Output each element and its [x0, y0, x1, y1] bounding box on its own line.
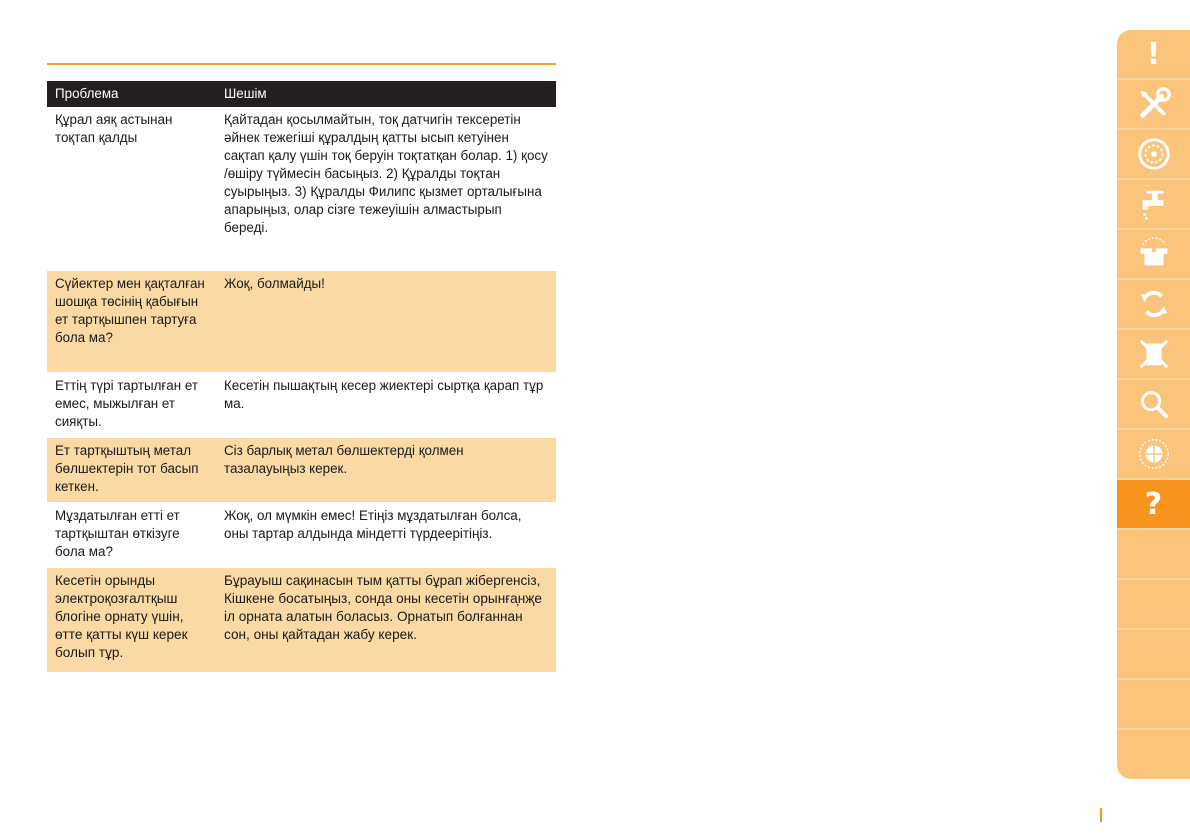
tab-empty-1	[1117, 530, 1190, 580]
question-icon: ?	[1144, 486, 1163, 522]
tab-cleaning[interactable]	[1117, 180, 1190, 230]
table-row	[47, 107, 556, 270]
solution-cell: Кесетін пышақтың кесер жиектері сыртқа қарап тұр ма.	[216, 372, 556, 437]
troubleshooting-table	[47, 81, 556, 673]
header-problem: Проблема	[47, 81, 216, 107]
problem-cell: Құрал аяқ астынан тоқтап қалды	[47, 107, 216, 270]
crossed-bin-icon	[1135, 335, 1173, 373]
top-rule	[47, 63, 556, 65]
table-row	[47, 270, 556, 372]
tab-warnings[interactable]	[1117, 30, 1190, 80]
table-row	[47, 437, 556, 502]
tab-empty-3	[1117, 630, 1190, 680]
tools-icon	[1135, 85, 1173, 123]
tab-troubleshooting-search[interactable]	[1117, 380, 1190, 430]
section-tab-sidebar	[1117, 30, 1190, 779]
tab-empty-2	[1117, 580, 1190, 630]
tab-guarantee[interactable]	[1117, 430, 1190, 480]
storage-icon	[1135, 235, 1173, 273]
blade-disc-icon	[1135, 135, 1173, 173]
solution-cell: Қайтадан қосылмайтын, тоқ датчигін тексеретін әйнек тежегіші құралдың қатты ысып кетуінен сақтап қалу үшін тоқ беруін тоқтатқан болар. 1) қосу /өшіру түймесін басыңыз. 2) Құралды тоқтан суырыңыз. 3) Құралды Филипс қызмет орталығына апарыңыз, олар сізге тежеуішін алмастырып береді.	[216, 107, 556, 270]
magnifier-icon	[1135, 385, 1173, 423]
solution-cell: Бұрауыш сақинасын тым қатты бұрап жібергенсіз, Кішкене босатыңыз, сонда оны кесетін орынға̦нҗе іл орната алатын боласыз. Орнатып болғаннан сон, оны қайтадан жабу керек.	[216, 567, 556, 672]
problem-cell: Мұздатылған етті ет тартқыштан өткізуге бола ма?	[47, 502, 216, 567]
tab-blades[interactable]	[1117, 130, 1190, 180]
recycle-arrows-icon	[1135, 285, 1173, 323]
problem-cell: Кесетін орынды электроқозғалтқыш блогіне орнату үшін, өтте қатты күш керек болып тұр.	[47, 567, 216, 672]
table-row	[47, 372, 556, 437]
tab-recycling[interactable]	[1117, 280, 1190, 330]
solution-cell: Жоқ, болмайды!	[216, 270, 556, 372]
exclamation-icon: !	[1146, 36, 1161, 72]
tab-environment[interactable]	[1117, 330, 1190, 380]
header-solution: Шешім	[216, 81, 556, 107]
tap-icon	[1135, 185, 1173, 223]
solution-cell: Жоқ, ол мүмкін емес! Етіңіз мұздатылған болса, оны тартар алдында міндетті түрдеерітіңіз.	[216, 502, 556, 567]
tab-tools[interactable]	[1117, 80, 1190, 130]
solution-cell: Сіз барлық метал бөлшектерді қолмен тазалауыңыз керек.	[216, 437, 556, 502]
tab-empty-4	[1117, 680, 1190, 730]
table-header-row	[47, 81, 556, 107]
page-marker	[1100, 808, 1102, 822]
problem-cell: Еттің түрі тартылған ет емес, мыжылған ет сияқты.	[47, 372, 216, 437]
worldwide-guarantee-icon	[1135, 435, 1173, 473]
problem-cell: Ет тартқыштың метал бөлшектерін тот басып кеткен.	[47, 437, 216, 502]
tab-faq[interactable]	[1117, 480, 1190, 530]
tab-storage[interactable]	[1117, 230, 1190, 280]
table-row	[47, 502, 556, 567]
problem-cell: Сүйектер мен қақталған шошқа төсінің қабығын ет тартқышпен тартуға бола ма?	[47, 270, 216, 372]
table-row	[47, 567, 556, 672]
